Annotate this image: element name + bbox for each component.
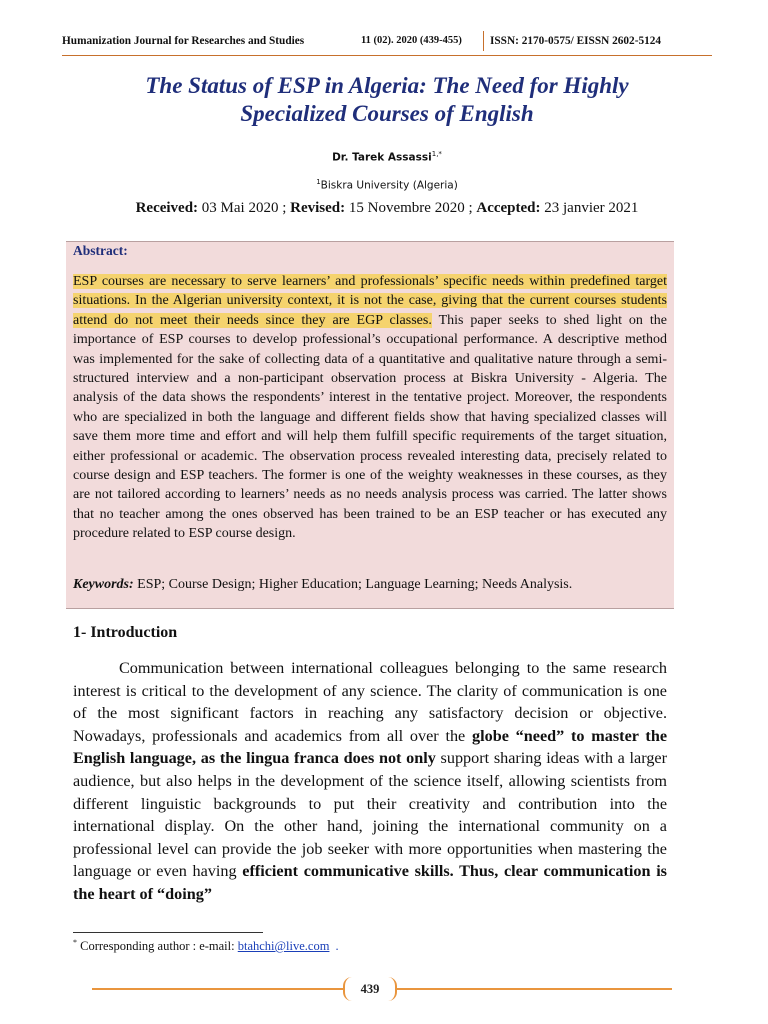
abstract-body-text: This paper seeks to shed light on the importance of ESP courses to develop professional’s occupational performance. A descriptive method was implemented for the sake of collecting data of a quantitative and qualitative nature through a semi-structured interview and a non-participant observation process at Biskra University - Algeria. The analysis of the data shows the respondents’ interest in the tentative project. Moreover, the respondents who are specialized in both the language and different fields show that having specialized classes will save them more time and effort and will help them fulfill specific requirements of the target situation, either professional or academic. The observation process revealed interesting data, precisely related to course design and ESP teachers. The former is one of the weighty weaknesses in these courses, as they are not tailored according to learners’ needs as no needs analysis process was carried. The latter shows that no teacher among the ones observed has been trained to be an ESP teacher or has executed any procedure related to ESP course design.	[73, 312, 668, 542]
introduction-heading: 1- Introduction	[73, 624, 178, 641]
introduction-paragraph	[73, 657, 667, 906]
journal-name: Humanization Journal for Researches and Studies	[62, 35, 305, 47]
keywords	[73, 577, 667, 593]
affiliation-superscript: 1	[316, 178, 321, 186]
intro-bold-text-1: globe “need” to master the English language, as the lingua franca does not only	[73, 726, 668, 768]
running-header	[62, 31, 712, 57]
received-label: Received:	[135, 200, 199, 216]
paper-title	[62, 72, 712, 128]
issn-info: ISSN: 2170-0575/ EISSN 2602-5124	[490, 35, 662, 47]
submission-dates: Received: 03 Mai 2020 ; Revised: 15 Novembre 2020 ; Accepted: 23 janvier 2021	[135, 200, 639, 216]
author-line	[62, 150, 712, 164]
footnote-rule	[73, 932, 263, 933]
revised-label: Revised:	[290, 200, 346, 216]
abstract-highlighted-text[interactable]: ESP courses are necessary to serve learners’ and professionals’ specific needs within predefined target situations. In the Algerian university context, it is not the case, giving that the current courses students attend do not meet their needs since they are EGP classes.	[73, 274, 667, 328]
footnote-trail: .	[335, 939, 339, 954]
header-divider	[483, 31, 484, 51]
intro-bold-text-2: efficient communicative skills. Thus, clear communication is the heart of “doing”	[73, 862, 667, 903]
page-number: 439	[343, 977, 397, 1001]
footnote	[73, 938, 339, 954]
author-name: Dr. Tarek Assassi	[332, 151, 432, 164]
title-line-2: Specialized Courses of English	[240, 101, 534, 126]
issue-info: 11 (02). 2020 (439-455)	[361, 35, 462, 46]
keywords-text: ESP; Course Design; Higher Education; Language Learning; Needs Analysis.	[133, 577, 573, 592]
intro-text-part-1: Communication between international colleagues belonging to the same research interest is critical to the development of any science. The clarity of communication is one of the most significant factors in reaching any satisfactory decision or objective. Nowadays, professionals and academics from all over the	[73, 659, 667, 745]
received-date: 03 Mai 2020	[201, 200, 279, 216]
author-superscript: 1,*	[431, 150, 442, 158]
abstract-heading: Abstract:	[73, 243, 128, 258]
header-rule	[62, 55, 712, 56]
footnote-label: Corresponding author : e-mail:	[77, 939, 238, 954]
affiliation-text: Biskra University (Algeria)	[320, 179, 458, 192]
abstract-text	[73, 272, 667, 544]
accepted-label: Accepted:	[476, 200, 541, 216]
accepted-date: 23 janvier 2021	[544, 200, 639, 216]
intro-text-part-2: support sharing ideas with a larger audience, but also helps in the development of the science itself, allowing scientists from different linguistic backgrounds to put their creativity and contribution into the international display. On the other hand, joining the international community on a professional level can provide the job seeker with more opportunities when mastering the language or even having	[73, 749, 667, 881]
footnote-mark: *	[73, 938, 77, 947]
revised-date: 15 Novembre 2020	[348, 200, 465, 216]
affiliation	[62, 178, 712, 192]
keywords-label: Keywords:	[73, 577, 134, 592]
title-line-1: The Status of ESP in Algeria: The Need for Highly	[145, 73, 629, 98]
author-email-link[interactable]: btahchi@live.com	[237, 939, 330, 954]
